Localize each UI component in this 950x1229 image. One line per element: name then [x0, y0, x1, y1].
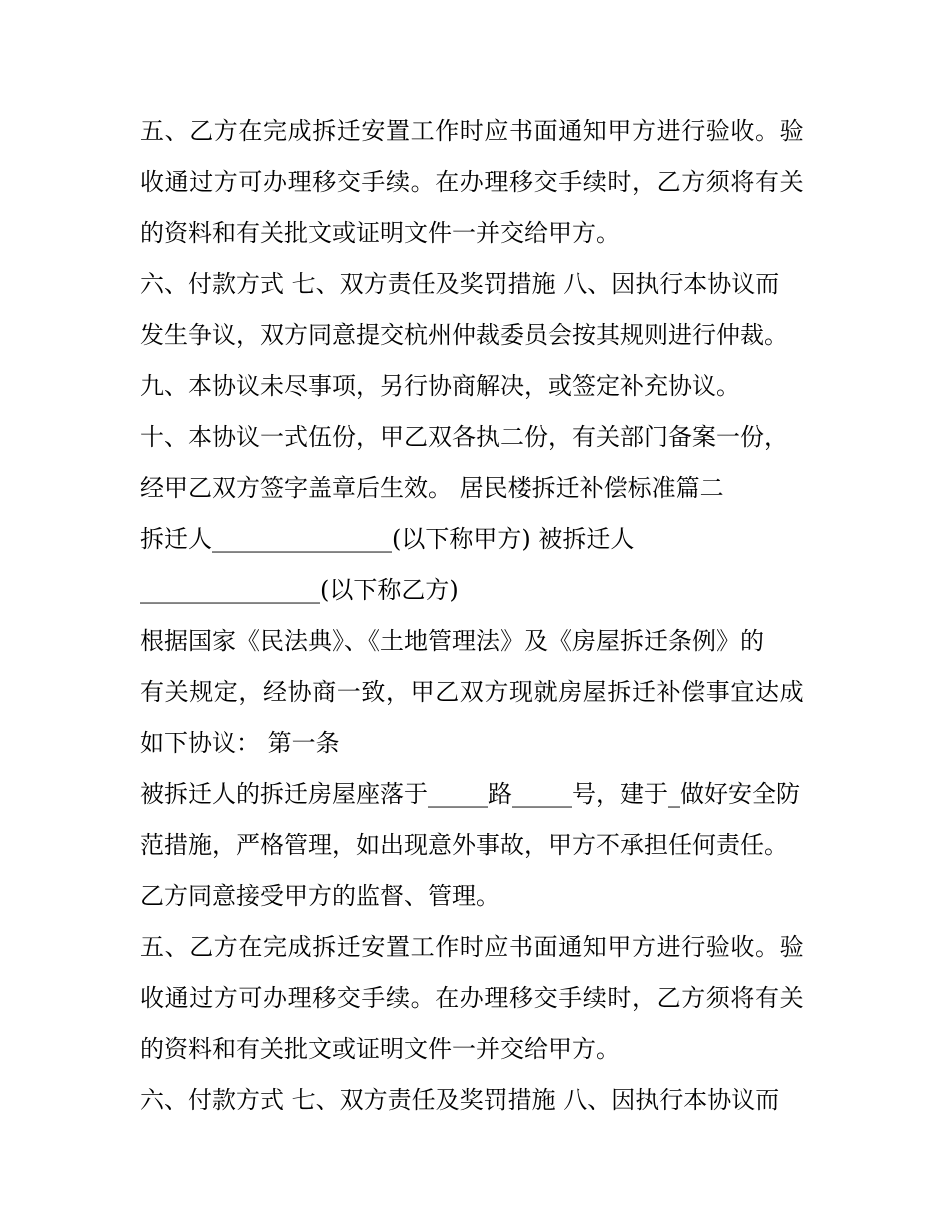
text-line: 被拆迁人的拆迁房屋座落于_____路_____号，建于_做好安全防	[140, 780, 800, 808]
text-line: 收通过方可办理移交手续。在办理移交手续时，乙方须将有关	[140, 984, 805, 1012]
text-line: 收通过方可办理移交手续。在办理移交手续时，乙方须将有关	[140, 168, 805, 196]
text-line: _______________(以下称乙方)	[140, 576, 459, 604]
text-line: 九、本协议未尽事项，另行协商解决，或签定补充协议。	[140, 372, 740, 400]
text-line: 十、本协议一式伍份，甲乙双各执二份，有关部门备案一份，	[140, 423, 788, 451]
text-line: 拆迁人_______________(以下称甲方) 被拆迁人	[140, 525, 635, 553]
document-body	[140, 106, 820, 1126]
text-line: 经甲乙双方签字盖章后生效。 居民楼拆迁补偿标准篇二	[140, 474, 724, 502]
text-line: 范措施，严格管理，如出现意外事故，甲方不承担任何责任。	[140, 831, 788, 859]
text-line: 五、乙方在完成拆迁安置工作时应书面通知甲方进行验收。验	[140, 933, 805, 961]
text-line: 发生争议，双方同意提交杭州仲裁委员会按其规则进行仲裁。	[140, 321, 788, 349]
text-line: 的资料和有关批文或证明文件一并交给甲方。	[140, 219, 620, 247]
text-line: 如下协议： 第一条	[140, 729, 340, 757]
text-line: 五、乙方在完成拆迁安置工作时应书面通知甲方进行验收。验	[140, 117, 805, 145]
text-line: 根据国家《民法典》、《土地管理法》及《房屋拆迁条例》的	[140, 627, 764, 655]
text-line: 六、付款方式 七、双方责任及奖罚措施 八、因执行本协议而	[140, 270, 780, 298]
text-line: 六、付款方式 七、双方责任及奖罚措施 八、因执行本协议而	[140, 1086, 780, 1114]
text-line: 的资料和有关批文或证明文件一并交给甲方。	[140, 1035, 620, 1063]
text-line: 乙方同意接受甲方的监督、管理。	[140, 882, 500, 910]
text-line: 有关规定，经协商一致，甲乙双方现就房屋拆迁补偿事宜达成	[140, 678, 805, 706]
